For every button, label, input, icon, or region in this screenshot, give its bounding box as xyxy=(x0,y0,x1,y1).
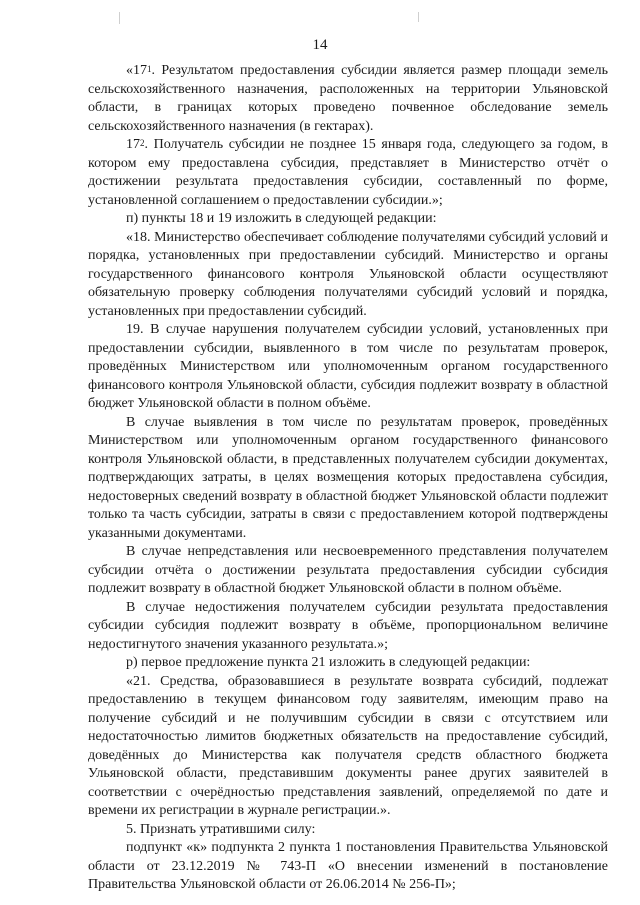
paragraph: В случае выявления в том числе по результатам проверок, проведённых Министерством или уполномоченным органом государственного финансового контроля Ульяновской области, в представленных получателем субсидии документах, подтверждающих затраты, в целях возмещения которых предоставлена субсидия, недостоверных сведений возврату в областной бюджет Ульяновской области подлежит только та часть субсидии, затраты в связи с предоставлением которой подтверждены указанными документами. xyxy=(88,414,608,541)
paragraph: «21. Средства, образовавшиеся в результате возврата субсидий, подлежат предоставлению в текущем финансовом году заявителям, имеющим право на получение субсидий и не получившим субсидии в связи с отсутствием или недостаточностью лимитов бюджетных обязательств на предоставление субсидий, доведённых до Министерства как получателя средств областного бюджета Ульяновской области, представившим документы ранее других заявителей в соответствии с очерёдностью представления заявлений, определяемой по дате и времени их регистрации в журнале регистрации.». xyxy=(88,673,608,818)
scan-mark xyxy=(119,12,120,24)
paragraph: «18. Министерство обеспечивает соблюдение получателями субсидий условий и порядка, установленных при предоставлении субсидий. Министерство и органы государственного финансового контроля Ульяновской области осуществляют обязательную проверку соблюдения получателями субсидий условий и порядка, установленных при предоставлении субсидий. xyxy=(88,229,608,319)
paragraph: п) пункты 18 и 19 изложить в следующей редакции: xyxy=(126,211,437,226)
paragraph-17-1: «$17^1$. Результатом предоставления субсидии является размер площади земель сельскохозяйственного назначения, расположенных на территории Ульяновской области, в границах которых проведено почвенное обследование земель сельскохозяйственного назначения (в гектарах). xyxy=(88,63,608,134)
paragraph: В случае недостижения получателем субсидии результата предоставления субсидии субсидия подлежит возврату в объёме, пропорциональном величине недостигнутого значения указанного результата.»; xyxy=(88,599,608,652)
paragraph: 19. В случае нарушения получателем субсидии условий, установленных при предоставлении субсидии, выявленного в том числе по результатам проверок, проведённых Министерством или уполномоченным органом государственного финансового контроля Ульяновской области, субсидия подлежит возврату в областной бюджет Ульяновской области в полном объёме. xyxy=(88,322,608,411)
paragraph: В случае непредставления или несвоевременного представления получателем субсидии отчёта о достижении результата предоставления субсидии субсидия подлежит возврату в областной бюджет Ульяновской области в полном объёме. xyxy=(88,544,608,596)
paragraph: 5. Признать утратившими силу: xyxy=(126,821,316,837)
paragraph: р) первое предложение пункта 21 изложить в следующей редакции: xyxy=(126,655,531,670)
scan-mark xyxy=(418,12,419,22)
document-body xyxy=(88,62,608,895)
page-number: 14 xyxy=(312,37,328,53)
paragraph-17-2: $17^2$. Получатель субсидии не позднее 15 января года, следующего за годом, в котором ему предоставлена субсидия, представляет в Министерство отчёт о достижении результата предоставления субсидии, составленный по форме, установленной соглашением о предоставлении субсидии.»; xyxy=(88,137,608,208)
paragraph: подпункт «к» подпункта 2 пункта 1 постановления Правительства Ульяновской области от 23.12.2019 № 743-П «О внесении изменений в постановление Правительства Ульяновской области от 26.06.2014 № 256-П»; xyxy=(88,840,608,892)
